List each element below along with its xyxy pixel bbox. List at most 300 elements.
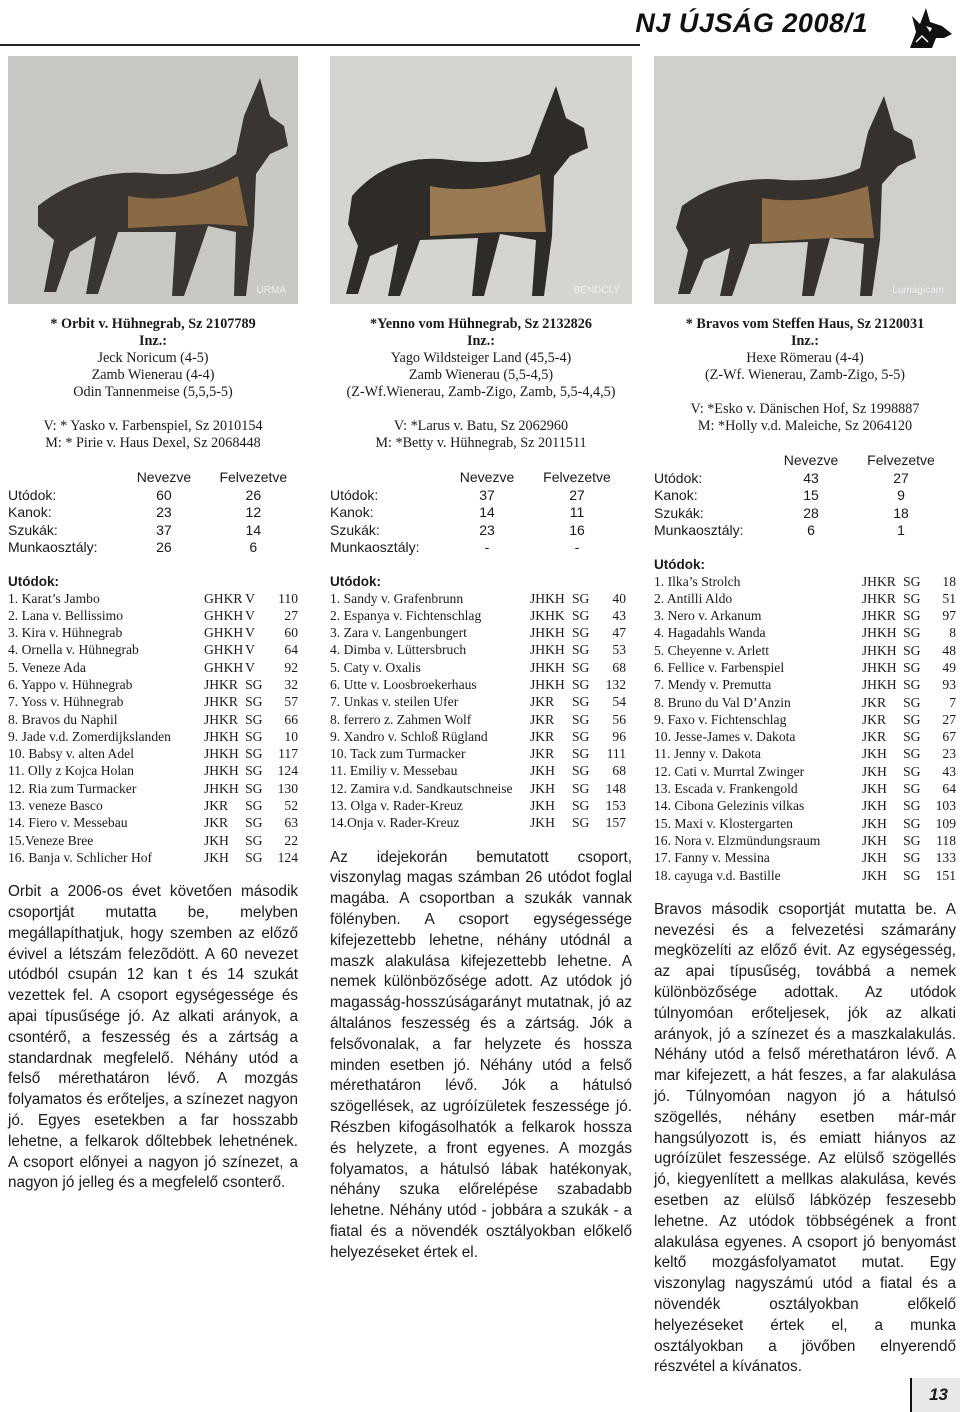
- offspring-row: [654, 780, 956, 797]
- offspring-rank: 92: [284, 659, 299, 675]
- offspring-grade: SG: [903, 694, 921, 710]
- offspring-name: 12. Ria zum Turmacker: [8, 780, 137, 796]
- offspring-rank: 51: [942, 590, 957, 606]
- offspring-grade: SG: [903, 867, 921, 883]
- evaluation-paragraph: Az idejekorán bemutatott csoport, viszonylag magas számban 26 utódot foglal magába. A csoportban a szukák vannak fölényben. A csoport egységessége kifejezettebb lehetne, néhány utódnál a maszk alakulása kifejezettebb lehetne. A nemek különbözősége adott. Az utódok jó magasság-hosszúságarányt mutatnak, jó az általános feszesség és a zártság. Jók a felsővonalak, a far helyzete és hossza minden esetben jó. Néhány utód a felső mérethatáron lévő. Jók a hátulsó szögellések, az ugróízületek feszessége jó. Részben kifogásolhatók a felkarok hossza és helyzete, a front egyenes. A mozgás folyamatos, a hátulsó lábak hatékonyak, néhány szuka előrelépése szabadabb lehetne. Néhány utód - jobbára a szukák - a fiatal és a növendék osztályokban előkelő helyezéseket értek el.: [330, 848, 632, 1261]
- pedigree: [8, 316, 298, 452]
- offspring-rank: 23: [942, 746, 957, 762]
- offspring-class: JHKH: [530, 625, 565, 641]
- offspring-row: [330, 659, 632, 676]
- offspring-row: [330, 693, 632, 710]
- offspring-name: 15. Maxi v. Klostergarten: [654, 815, 793, 831]
- offspring-grade: SG: [572, 763, 590, 779]
- offspring-rank: 63: [284, 815, 299, 831]
- offspring-row: [654, 797, 956, 814]
- offspring-row: [8, 728, 298, 745]
- sire-line: V: * Yasko v. Farbenspiel, Sz 2010154: [43, 418, 263, 434]
- offspring-name: 1. Ilka’s Strolch: [654, 573, 741, 589]
- offspring-name: 9. Faxo v. Fichtenschlag: [654, 711, 787, 727]
- offspring-grade: SG: [903, 746, 921, 762]
- offspring-class: GHKH: [203, 625, 244, 641]
- offspring-row: [8, 624, 298, 641]
- offspring-name: 2. Lana v. Bellissimo: [8, 607, 124, 623]
- dog-photo: [654, 56, 956, 304]
- offspring-row: [8, 745, 298, 762]
- stats-row: Munkaosztály: 6 1: [654, 522, 905, 538]
- offspring-class: JHKH: [530, 676, 565, 692]
- offspring-grade: SG: [245, 728, 263, 744]
- offspring-class: JKHK: [530, 607, 565, 623]
- stats-table: [654, 452, 956, 540]
- offspring-name: 5. Veneze Ada: [8, 659, 86, 675]
- offspring-grade: SG: [572, 694, 590, 710]
- offspring-rank: 130: [277, 780, 299, 796]
- inz-label: Inz.:: [467, 333, 495, 349]
- pedigree: [654, 316, 956, 435]
- offspring-class: JHKH: [203, 763, 239, 779]
- offspring-grade: V: [245, 607, 255, 623]
- offspring-rank: 54: [612, 694, 626, 710]
- offspring-name: 6. Utte v. Loosbroekerhaus: [330, 676, 477, 692]
- offspring-name: 14. Cibona Gelezinis vilkas: [654, 798, 805, 814]
- offspring-row: [8, 676, 298, 693]
- offspring-row: [654, 590, 956, 607]
- offspring-grade: SG: [903, 608, 921, 624]
- dog-name: * Orbit v. Hühnegrab, Sz 2107789: [50, 316, 256, 332]
- offspring-rank: 153: [605, 798, 626, 814]
- offspring-heading: Utódok:: [330, 573, 381, 589]
- column-yenno: [330, 56, 632, 1264]
- offspring-row: [330, 711, 632, 728]
- offspring-name: 15.Veneze Bree: [8, 832, 94, 848]
- offspring-class: JHKH: [861, 642, 897, 658]
- offspring-class: JHKR: [203, 676, 238, 692]
- offspring-name: 10. Tack zum Turmacker: [330, 746, 466, 762]
- offspring-rank: 132: [605, 676, 626, 692]
- offspring-class: JKH: [861, 781, 887, 797]
- offspring-grade: SG: [903, 625, 921, 641]
- stats-row: Kanok: 14 11: [330, 504, 585, 520]
- offspring-grade: SG: [245, 832, 263, 848]
- offspring-class: JHKH: [861, 625, 897, 641]
- offspring-rank: 96: [612, 728, 626, 744]
- spacer: [8, 401, 298, 418]
- stats-row: Szukák: 23 16: [330, 521, 585, 538]
- dog-name: *Yenno vom Hühnegrab, Sz 2132826: [370, 316, 592, 332]
- offspring-grade: SG: [903, 763, 921, 779]
- offspring-class: JHKR: [861, 590, 896, 606]
- offspring-grade: V: [245, 642, 255, 658]
- offspring-grade: SG: [245, 676, 263, 692]
- offspring-rank: 22: [284, 832, 299, 848]
- offspring-name: 1. Sandy v. Grafenbrunn: [330, 590, 464, 606]
- sire-line: V: *Esko v. Dänischen Hof, Sz 1998887: [690, 401, 920, 417]
- offspring-class: JKR: [530, 711, 555, 727]
- stats-table: [330, 469, 632, 557]
- offspring-row: [8, 780, 298, 797]
- offspring-class: JKH: [861, 746, 887, 762]
- offspring-row: [654, 763, 956, 780]
- offspring-grade: SG: [903, 729, 921, 745]
- offspring-row: [8, 797, 298, 814]
- offspring-class: JHKH: [861, 659, 897, 675]
- offspring-class: JHKH: [203, 728, 239, 744]
- offspring-class: GHKR: [203, 590, 243, 606]
- spacer: [330, 401, 632, 418]
- offspring-rank: 56: [612, 711, 626, 727]
- offspring-rank: 66: [284, 711, 299, 727]
- offspring-grade: SG: [245, 746, 263, 762]
- offspring-class: JKH: [861, 815, 887, 831]
- offspring-name: 10. Babsy v. alten Adel: [8, 746, 134, 762]
- offspring-grade: SG: [572, 780, 590, 796]
- offspring-name: 13. Escada v. Frankengold: [654, 781, 798, 797]
- offspring-class: JKR: [861, 694, 887, 710]
- offspring-name: 2. Antilli Aldo: [654, 590, 733, 606]
- offspring-row: [8, 711, 298, 728]
- pedigree-line: (Z-Wf. Wienerau, Zamb-Zigo, 5-5): [704, 367, 906, 383]
- offspring-grade: SG: [903, 573, 921, 589]
- inz-label: Inz.:: [139, 333, 167, 349]
- offspring-rank: 49: [942, 659, 957, 675]
- offspring-name: 13. veneze Basco: [8, 798, 103, 814]
- offspring-rank: 40: [612, 590, 626, 606]
- offspring-name: 5. Caty v. Oxalis: [330, 659, 421, 675]
- offspring-row: [654, 815, 956, 832]
- offspring-heading: Utódok:: [8, 573, 59, 589]
- offspring-name: 14.Onja v. Rader-Kreuz: [330, 815, 460, 831]
- offspring-class: JHKH: [530, 642, 565, 658]
- offspring-rank: 148: [605, 780, 626, 796]
- german-shepherd-photo-icon: [330, 56, 632, 304]
- offspring-name: 4. Dimba v. Lüttersbruch: [330, 642, 467, 658]
- offspring-name: 4. Ornella v. Hühnegrab: [8, 642, 139, 658]
- offspring-rank: 133: [935, 850, 957, 866]
- column-bravos: [654, 56, 956, 1378]
- spacer: [654, 384, 956, 401]
- pedigree-line: Zamb Wienerau (5,5-4,5): [408, 367, 554, 383]
- offspring-class: JKH: [530, 780, 555, 796]
- offspring-grade: SG: [572, 711, 590, 727]
- offspring-rank: 151: [935, 867, 957, 883]
- header-rule: [0, 44, 640, 46]
- offspring-rank: 8: [949, 625, 957, 641]
- offspring-rank: 118: [936, 832, 957, 848]
- stats-header-felvezetve: Felvezetve: [219, 469, 288, 485]
- offspring-row: [330, 590, 632, 607]
- offspring-grade: SG: [572, 676, 590, 692]
- offspring-row: [654, 867, 956, 884]
- offspring-grade: SG: [903, 850, 921, 866]
- offspring-class: JKR: [861, 711, 887, 727]
- stats-row: Szukák: 37 14: [8, 521, 262, 538]
- offspring-row: [654, 694, 956, 711]
- offspring-name: 3. Zara v. Langenbungert: [330, 625, 467, 641]
- offspring-name: 10. Jesse-James v. Dakota: [654, 729, 796, 745]
- offspring-row: [8, 659, 298, 676]
- offspring-class: JKR: [203, 798, 229, 814]
- offspring-class: JHKR: [203, 711, 238, 727]
- offspring-class: JKR: [203, 815, 229, 831]
- offspring-rank: 64: [942, 781, 957, 797]
- offspring-class: GHKH: [203, 642, 244, 658]
- offspring-rank: 57: [284, 694, 299, 710]
- offspring-rank: 124: [277, 849, 299, 865]
- offspring-rank: 64: [284, 642, 299, 658]
- offspring-grade: SG: [245, 694, 263, 710]
- magazine-title: NJ ÚJSÁG 2008/1: [635, 8, 868, 38]
- offspring-grade: SG: [903, 590, 921, 606]
- offspring-rank: 117: [278, 746, 299, 762]
- stats-header-nevezve: Nevezve: [783, 452, 839, 468]
- inz-label: Inz.:: [791, 333, 819, 349]
- dam-line: M: * Pirie v. Haus Dexel, Sz 2068448: [45, 435, 261, 451]
- offspring-grade: SG: [572, 625, 590, 641]
- offspring-row: [654, 676, 956, 693]
- pedigree-line: Yago Wildsteiger Land (45,5-4): [390, 350, 572, 366]
- offspring-name: 11. Olly z Kojca Holan: [8, 763, 134, 779]
- offspring-row: [654, 745, 956, 762]
- offspring-row: [330, 814, 632, 831]
- offspring-name: 4. Hagadahls Wanda: [654, 625, 766, 641]
- page-header: [0, 0, 960, 56]
- offspring-class: JKH: [861, 763, 887, 779]
- offspring-name: 6. Yappo v. Hühnegrab: [8, 676, 133, 692]
- stats-row: Utódok: 43 27: [654, 469, 909, 486]
- offspring-class: JKH: [203, 832, 229, 848]
- offspring-list: [330, 590, 632, 832]
- offspring-class: JKH: [203, 849, 229, 865]
- stats-row: Szukák: 28 18: [654, 504, 909, 521]
- stats-row: Utódok: 60 26: [8, 486, 262, 503]
- page-number-box: [910, 1378, 960, 1412]
- offspring-grade: V: [245, 625, 255, 641]
- offspring-rank: 97: [942, 608, 957, 624]
- dog-name: * Bravos vom Steffen Haus, Sz 2120031: [685, 316, 925, 332]
- offspring-grade: SG: [572, 642, 590, 658]
- offspring-rank: 157: [605, 815, 626, 831]
- offspring-name: 13. Olga v. Rader-Kreuz: [330, 798, 463, 814]
- offspring-rank: 110: [278, 590, 299, 606]
- stats-header-nevezve: Nevezve: [459, 469, 515, 485]
- offspring-name: 12. Zamira v.d. Sandkautschneise: [330, 780, 513, 796]
- offspring-class: JHKH: [203, 746, 239, 762]
- offspring-class: JKR: [861, 729, 887, 745]
- offspring-class: JKR: [530, 694, 555, 710]
- offspring-class: JKH: [861, 850, 887, 866]
- offspring-class: JHKR: [203, 694, 238, 710]
- offspring-grade: SG: [245, 798, 263, 814]
- stats-row: Kanok: 23 12: [8, 504, 262, 520]
- offspring-grade: SG: [572, 607, 590, 623]
- offspring-rank: 67: [942, 729, 957, 745]
- offspring-grade: SG: [245, 763, 263, 779]
- offspring-class: JHKR: [861, 573, 896, 589]
- offspring-class: JKH: [530, 763, 555, 779]
- offspring-list: [8, 590, 298, 867]
- offspring-row: [654, 573, 956, 590]
- offspring-rank: 48: [942, 642, 957, 658]
- offspring-row: [8, 590, 298, 607]
- offspring-rank: 93: [942, 677, 957, 693]
- pedigree-line: Zamb Wienerau (4-4): [91, 367, 215, 383]
- offspring-row: [654, 624, 956, 641]
- offspring-name: 7. Mendy v. Premutta: [654, 677, 772, 693]
- stats-row: Munkaosztály: 26 6: [8, 539, 258, 555]
- offspring-class: JHKH: [861, 677, 897, 693]
- german-shepherd-photo-icon: [654, 56, 956, 304]
- offspring-rank: 18: [942, 573, 957, 589]
- offspring-rank: 47: [612, 625, 626, 641]
- evaluation-paragraph: Bravos második csoportját mutatta be. A nevezési és a felvezetési számarány megközelíti az előző évit. Az egységesség, az apai típusűség, továbbá a nemek különbözősége adottak. Az utódok túlnyomóan erőteljesek, jók az alkati arányok, jó a színezet és a maszkalakulás. Néhány utód a felső mérethatáron lévő. A mar kifejezett, a hát feszes, a far alakulása jó. Túlnyomóan nagyon jó a hátulsó szögellés, néhány esetben már-már hangsúlyozott is, és emiatt hiányos az ugróízület feszessége. Az elülső szögellés jó, kiegyenlített a mellkas alakulása, kevés esetben az elülső lábközép feszesebb lehetne. Az utódok többségének a front alakulása egyenes. A csoport jó benyomást keltő mozgásfolyamatot mutat. Egy viszonylag nagyszámú utód a fiatal és a növendék osztályokban előkelő helyezéseket értek el, a munka osztályokban a jövőben elnyerendő részvétel a kívánatos.: [654, 900, 956, 1376]
- offspring-row: [330, 745, 632, 762]
- dog-photo: [8, 56, 298, 304]
- offspring-grade: SG: [903, 781, 921, 797]
- stats-header-felvezetve: Felvezetve: [867, 452, 935, 468]
- offspring-row: [330, 641, 632, 658]
- offspring-row: [330, 676, 632, 693]
- offspring-class: JKH: [530, 798, 555, 814]
- offspring-name: 7. Yoss v. Hühnegrab: [8, 694, 124, 710]
- offspring-name: 5. Cheyenne v. Arlett: [654, 642, 770, 658]
- column-orbit: [8, 56, 298, 1194]
- offspring-rank: 103: [935, 798, 957, 814]
- offspring-rank: 7: [949, 694, 957, 710]
- offspring-name: 9. Jade v.d. Zomerdijkslanden: [8, 728, 171, 744]
- stats-row: Kanok: 15 9: [654, 487, 905, 503]
- offspring-grade: SG: [572, 728, 590, 744]
- offspring-class: JHKH: [530, 590, 565, 606]
- offspring-row: [654, 711, 956, 728]
- offspring-rank: 68: [612, 763, 626, 779]
- offspring-row: [654, 642, 956, 659]
- offspring-row: [654, 849, 956, 866]
- offspring-row: [654, 728, 956, 745]
- offspring-rank: 27: [284, 607, 299, 623]
- offspring-name: 9. Xandro v. Schloß Rügland: [330, 728, 488, 744]
- offspring-rank: 109: [935, 815, 957, 831]
- offspring-row: [8, 832, 298, 849]
- offspring-grade: SG: [903, 659, 921, 675]
- offspring-rank: 32: [284, 676, 299, 692]
- pedigree-line: Jeck Noricum (4-5): [97, 350, 209, 366]
- offspring-name: 12. Cati v. Murrtal Zwinger: [654, 763, 805, 779]
- offspring-name: 3. Nero v. Arkanum: [654, 608, 762, 624]
- offspring-grade: SG: [572, 746, 590, 762]
- offspring-name: 11. Emiliy v. Messebau: [330, 763, 458, 779]
- offspring-row: [330, 797, 632, 814]
- offspring-heading: Utódok:: [654, 556, 705, 572]
- offspring-name: 8. Bravos du Naphil: [8, 711, 118, 727]
- offspring-grade: SG: [903, 815, 921, 831]
- evaluation-paragraph: Orbit a 2006-os évet követően második csoportját mutatta be, melyben megállapíthatjuk, hogy szemben az előző évivel a létszám felezõdött. A 60 nevezet utódból csupán 12 kan t és 14 szukát vezettek fel. A csoport egységessége és apai típusűsége jó. Az alkati arányok, a csontérő, a feszesség és a zártság a standardnak megfelelő. Néhány utód a felső mérethatáron lévő. A mozgás folyamatos és erőteljes, a színezet nagyon jó. Egyes esetekben a far hosszabb lehetne, a felkarok dőltebbek lehetnének. A csoport előnyei a nagyon jó színezet, a nagyon jó jelleg és a megfelelő csonterő.: [8, 883, 298, 1192]
- stats-table: [8, 469, 298, 557]
- offspring-rank: 124: [277, 763, 299, 779]
- offspring-rank: 10: [284, 728, 299, 744]
- offspring-row: [654, 607, 956, 624]
- offspring-class: JKH: [530, 815, 555, 831]
- offspring-name: 16. Banja v. Schlicher Hof: [8, 849, 153, 865]
- stats-header-felvezetve: Felvezetve: [543, 469, 611, 485]
- offspring-row: [330, 728, 632, 745]
- stats-row: Utódok: 37 27: [330, 486, 585, 503]
- offspring-row: [8, 762, 298, 779]
- dam-line: M: *Holly v.d. Maleiche, Sz 2064120: [697, 418, 913, 434]
- offspring-row: [654, 659, 956, 676]
- offspring-class: JKH: [861, 832, 887, 848]
- photo-credit: URMA: [256, 285, 286, 296]
- page-number: 13: [929, 1385, 948, 1404]
- offspring-rank: 60: [284, 625, 299, 641]
- offspring-name: 8. Bruno du Val D’Anzin: [654, 694, 791, 710]
- pedigree-line: Hexe Römerau (4-4): [746, 350, 864, 366]
- offspring-rank: 43: [612, 607, 626, 623]
- offspring-row: [330, 780, 632, 797]
- photo-credit: Lumagicam: [892, 285, 944, 296]
- offspring-name: 17. Fanny v. Messina: [654, 850, 770, 866]
- offspring-rank: 68: [612, 659, 626, 675]
- offspring-grade: SG: [245, 780, 263, 796]
- offspring-class: GHKH: [203, 659, 244, 675]
- dog-photo: [330, 56, 632, 304]
- photo-credit: BENDCLY: [573, 285, 620, 296]
- offspring-name: 7. Unkas v. steilen Ufer: [330, 694, 459, 710]
- offspring-grade: SG: [903, 642, 921, 658]
- offspring-class: JHKH: [203, 780, 239, 796]
- stats-row: Munkaosztály: - -: [330, 539, 580, 555]
- pedigree-line: (Z-Wf.Wienerau, Zamb-Zigo, Zamb, 5,5-4,4,5): [346, 384, 616, 400]
- offspring-class: JKR: [530, 728, 555, 744]
- offspring-row: [330, 607, 632, 624]
- offspring-row: [8, 814, 298, 831]
- offspring-class: JHKR: [861, 608, 896, 624]
- offspring-class: JHKH: [530, 659, 565, 675]
- offspring-name: 2. Espanya v. Fichtenschlag: [330, 607, 482, 623]
- offspring-grade: SG: [903, 677, 921, 693]
- offspring-grade: SG: [572, 590, 590, 606]
- offspring-class: GHKH: [203, 607, 244, 623]
- offspring-rank: 53: [612, 642, 626, 658]
- stats-header-nevezve: Nevezve: [136, 469, 192, 485]
- offspring-rank: 43: [942, 763, 957, 779]
- offspring-grade: SG: [245, 815, 263, 831]
- offspring-name: 14. Fiero v. Messebau: [8, 815, 128, 831]
- offspring-row: [8, 607, 298, 624]
- offspring-row: [330, 624, 632, 641]
- offspring-name: 1. Karat’s Jambo: [8, 590, 100, 606]
- offspring-name: 18. cayuga v.d. Bastille: [654, 867, 781, 883]
- offspring-row: [330, 762, 632, 779]
- offspring-name: 3. Kira v. Hühnegrab: [8, 625, 123, 641]
- offspring-rank: 27: [942, 711, 957, 727]
- offspring-rank: 111: [606, 746, 626, 762]
- offspring-grade: SG: [572, 659, 590, 675]
- dog-head-logo-icon: [902, 2, 954, 52]
- offspring-grade: SG: [903, 711, 921, 727]
- offspring-grade: SG: [903, 832, 921, 848]
- offspring-rank: 52: [284, 798, 299, 814]
- offspring-grade: SG: [572, 815, 590, 831]
- offspring-name: 6. Fellice v. Farbenspiel: [654, 659, 785, 675]
- offspring-name: 8. ferrero z. Zahmen Wolf: [330, 711, 472, 727]
- dam-line: M: *Betty v. Hühnegrab, Sz 2011511: [375, 435, 587, 451]
- offspring-row: [8, 849, 298, 866]
- offspring-row: [8, 641, 298, 658]
- pedigree: [330, 316, 632, 452]
- offspring-name: 11. Jenny v. Dakota: [654, 746, 761, 762]
- offspring-class: JKH: [861, 867, 887, 883]
- sire-line: V: *Larus v. Batu, Sz 2062960: [393, 418, 569, 434]
